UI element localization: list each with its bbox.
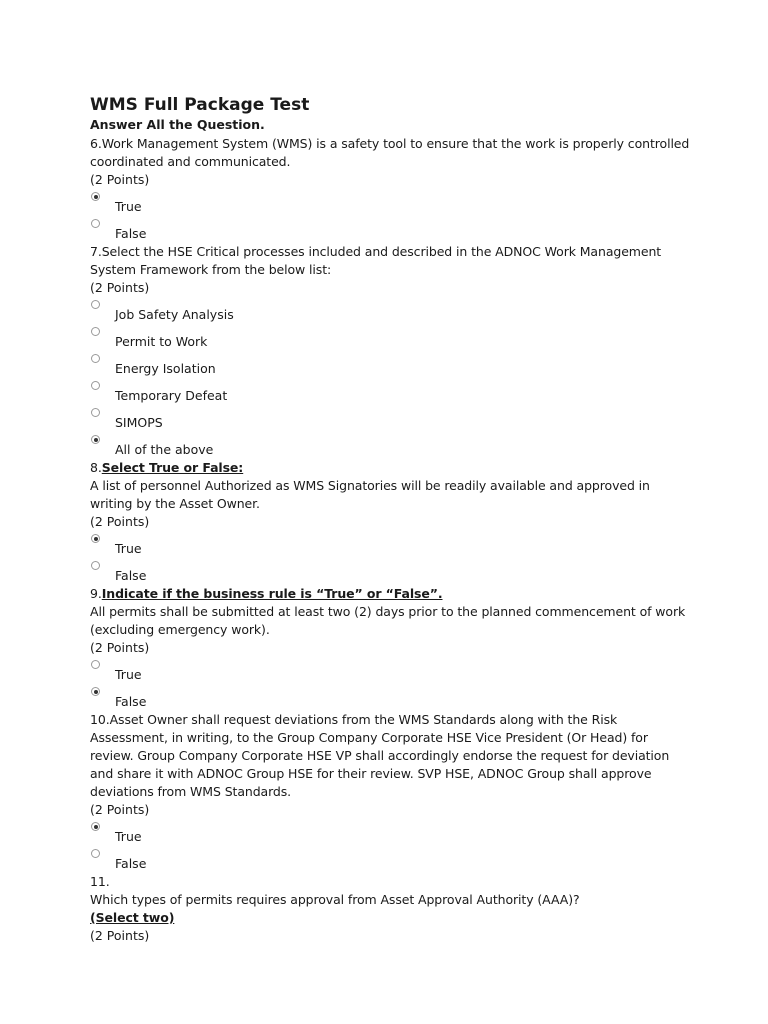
option-true[interactable]	[90, 657, 690, 684]
option-false[interactable]	[90, 216, 690, 243]
instructions: Answer All the Question.	[90, 117, 265, 132]
quiz-document	[90, 94, 690, 945]
option-label: Permit to Work	[115, 334, 208, 349]
option-label: All of the above	[115, 442, 214, 457]
option-label: Energy Isolation	[115, 361, 216, 376]
option-job-safety-analysis[interactable]	[90, 297, 690, 324]
option-label: False	[115, 856, 147, 871]
question-10	[90, 711, 690, 873]
radio-button[interactable]	[91, 354, 100, 363]
question-7	[90, 243, 690, 459]
option-permit-to-work[interactable]	[90, 324, 690, 351]
question-points: (2 Points)	[90, 172, 150, 187]
option-simops[interactable]	[90, 405, 690, 432]
radio-button[interactable]	[91, 300, 100, 309]
radio-button[interactable]	[91, 327, 100, 336]
question-points: (2 Points)	[90, 802, 150, 817]
option-label: True	[115, 667, 142, 682]
radio-button[interactable]	[91, 687, 100, 696]
radio-button[interactable]	[91, 381, 100, 390]
question-9	[90, 585, 690, 711]
question-text: All permits shall be submitted at least two (2) days prior to the planned commencement of work (excluding emergency work).	[90, 604, 686, 637]
question-points: (2 Points)	[90, 514, 150, 529]
radio-button[interactable]	[91, 219, 100, 228]
option-true[interactable]	[90, 189, 690, 216]
question-number: 11.	[90, 874, 110, 889]
answer-options	[90, 297, 690, 459]
question-8	[90, 459, 690, 585]
option-temporary-defeat[interactable]	[90, 378, 690, 405]
option-false[interactable]	[90, 846, 690, 873]
question-text: 10.Asset Owner shall request deviations from the WMS Standards along with the Risk Assessment, in writing, to the Group Company Corporate HSE Vice President (Or Head) for review. Group Company Corporate HSE VP shall accordingly endorse the request for deviation and share it with ADNOC Group HSE for their review. SVP HSE, ADNOC Group shall approve deviations from WMS Standards.	[90, 712, 670, 799]
radio-button[interactable]	[91, 192, 100, 201]
question-points: (2 Points)	[90, 280, 150, 295]
option-label: True	[115, 829, 142, 844]
page-title: WMS Full Package Test	[90, 95, 310, 115]
option-true[interactable]	[90, 531, 690, 558]
option-label: Temporary Defeat	[115, 388, 228, 403]
radio-button[interactable]	[91, 561, 100, 570]
question-number: 8.	[90, 460, 102, 475]
answer-options	[90, 657, 690, 711]
option-label: SIMOPS	[115, 415, 163, 430]
question-instruction: (Select two)	[90, 910, 175, 925]
option-true[interactable]	[90, 819, 690, 846]
option-label: True	[115, 199, 142, 214]
question-instruction: Select True or False:	[101, 460, 244, 475]
question-points: (2 Points)	[90, 928, 150, 943]
question-points: (2 Points)	[90, 640, 150, 655]
radio-button[interactable]	[91, 534, 100, 543]
question-heading	[90, 459, 690, 477]
answer-options	[90, 819, 690, 873]
radio-button[interactable]	[91, 822, 100, 831]
option-energy-isolation[interactable]	[90, 351, 690, 378]
question-instruction: Indicate if the business rule is “True” or “False”.	[101, 586, 443, 601]
radio-button[interactable]	[91, 408, 100, 417]
question-text: A list of personnel Authorized as WMS Signatories will be readily available and approved in writing by the Asset Owner.	[90, 478, 650, 511]
option-label: False	[115, 226, 147, 241]
radio-button[interactable]	[91, 849, 100, 858]
question-6	[90, 135, 690, 243]
option-label: False	[115, 568, 147, 583]
option-false[interactable]	[90, 558, 690, 585]
answer-options	[90, 189, 690, 243]
question-text: Which types of permits requires approval from Asset Approval Authority (AAA)?	[90, 892, 580, 907]
option-all-of-the-above[interactable]	[90, 432, 690, 459]
question-text: 7.Select the HSE Critical processes included and described in the ADNOC Work Management System Framework from the below list:	[90, 244, 662, 277]
option-label: Job Safety Analysis	[115, 307, 234, 322]
answer-options	[90, 531, 690, 585]
option-label: False	[115, 694, 147, 709]
option-label: True	[115, 541, 142, 556]
question-number: 9.	[90, 586, 102, 601]
question-text: 6.Work Management System (WMS) is a safety tool to ensure that the work is properly controlled coordinated and communicated.	[90, 136, 690, 169]
radio-button[interactable]	[91, 660, 100, 669]
question-heading	[90, 585, 690, 603]
question-11	[90, 873, 690, 945]
radio-button[interactable]	[91, 435, 100, 444]
option-false[interactable]	[90, 684, 690, 711]
